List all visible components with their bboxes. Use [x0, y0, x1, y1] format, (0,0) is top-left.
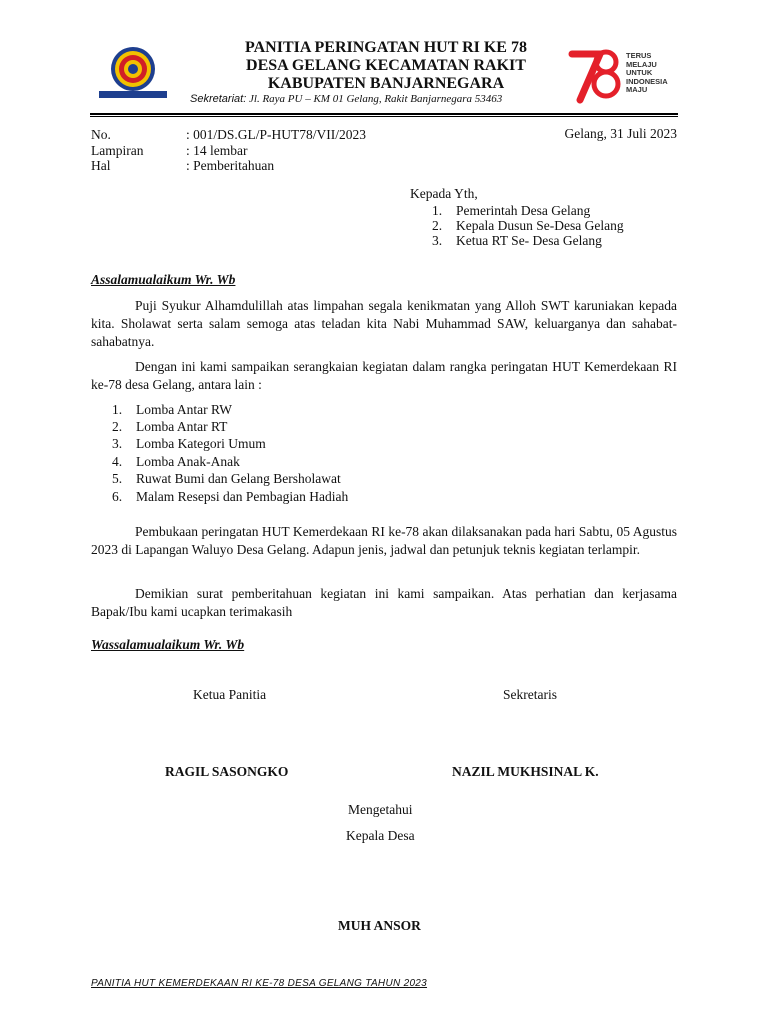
activity-item: Lomba Antar RW: [136, 402, 232, 417]
number-value: : 001/DS.GL/P-HUT78/VII/2023: [186, 127, 366, 142]
letter-date: Gelang, 31 Juli 2023: [564, 126, 677, 141]
tagline-line: MAJU: [626, 85, 648, 94]
recipient-item: Ketua RT Se- Desa Gelang: [456, 233, 602, 248]
recipient-item: Kepala Dusun Se-Desa Gelang: [456, 218, 624, 233]
secretary-name: NAZIL MUKHSINAL K.: [452, 764, 599, 779]
activity-number: 6.: [112, 489, 123, 504]
acknowledge-label: Mengetahui: [348, 802, 413, 817]
header-line-1: PANITIA PERINGATAN HUT RI KE 78: [245, 39, 527, 56]
subject-value: : Pemberitahuan: [186, 158, 275, 173]
activity-item: Ruwat Bumi dan Gelang Bersholawat: [136, 471, 341, 486]
paragraph-activities-intro: Dengan ini kami sampaikan serangkaian kegiatan dalam rangka peringatan HUT Kemerdekaan RI ke-78 desa Gelang, antara lain :: [91, 359, 677, 392]
paragraph-closing: Demikian surat pemberitahuan kegiatan ini kami sampaikan. Atas perhatian dan kerjasama Bapak/Ibu kami ucapkan terimakasih: [91, 586, 677, 619]
activity-number: 2.: [112, 419, 123, 434]
activity-item: Lomba Antar RT: [136, 419, 228, 434]
header-divider-thin: [90, 116, 678, 117]
village-head-title: Kepala Desa: [346, 828, 415, 843]
attachment-value: : 14 lembar: [186, 143, 248, 158]
secretariat-text: Jl. Raya PU – KM 01 Gelang, Rakit Banjarnegara 53463: [246, 93, 503, 105]
recipient-item: Pemerintah Desa Gelang: [456, 203, 591, 218]
activity-item: Lomba Anak-Anak: [136, 454, 240, 469]
number-label: No.: [91, 127, 111, 142]
activity-item: Lomba Kategori Umum: [136, 436, 266, 451]
village-head-name: MUH ANSOR: [338, 918, 421, 933]
subject-label: Hal: [91, 158, 111, 173]
secretariat-address: [190, 93, 502, 105]
header-line-3: KABUPATEN BANJARNEGARA: [267, 75, 505, 92]
chair-name: RAGIL SASONGKO: [165, 764, 289, 779]
activity-number: 4.: [112, 454, 123, 469]
secretary-title: Sekretaris: [503, 687, 557, 702]
header-line-2: DESA GELANG KECAMATAN RAKIT: [246, 57, 526, 74]
recipient-number: 3.: [432, 233, 443, 248]
attachment-label: Lampiran: [91, 143, 144, 158]
activity-number: 3.: [112, 436, 123, 451]
recipients-heading: Kepada Yth,: [410, 186, 478, 201]
page-footer: PANITIA HUT KEMERDEKAAN RI KE-78 DESA GELANG TAHUN 2023: [91, 978, 428, 989]
paragraph-opening: Puji Syukur Alhamdulillah atas limpahan segala kenikmatan yang Alloh SWT karuniakan kepada kita. Sholawat serta salam semoga atas teladan kita Nabi Muhammad SAW, keluarganya dan sahabat-sahabatnya.: [91, 298, 677, 349]
opening-greeting: Assalamualaikum Wr. Wb: [91, 272, 236, 287]
chair-title: Ketua Panitia: [193, 687, 267, 702]
tagline-line: MELAJU: [626, 59, 657, 69]
secretariat-label: Sekretariat:: [190, 93, 247, 105]
activity-item: Malam Resepsi dan Pembagian Hadiah: [136, 489, 349, 504]
tagline-line: INDONESIA: [626, 76, 668, 86]
paragraph-opening-event: Pembukaan peringatan HUT Kemerdekaan RI ke-78 akan dilaksanakan pada hari Sabtu, 05 Agustus 2023 di Lapangan Waluyo Desa Gelang. Adapun jenis, jadwal dan petunjuk teknis kegiatan terlampir.: [91, 524, 677, 557]
recipient-number: 2.: [432, 218, 443, 233]
activity-number: 5.: [112, 471, 123, 486]
hut-logo-tagline: [626, 52, 668, 95]
tagline-line: TERUS: [626, 51, 652, 60]
village-emblem-icon: [93, 45, 173, 101]
activity-number: 1.: [112, 402, 123, 417]
closing-greeting: Wassalamualaikum Wr. Wb: [91, 637, 245, 652]
recipient-number: 1.: [432, 203, 443, 218]
tagline-line: UNTUK: [626, 68, 653, 77]
header-divider: [90, 113, 678, 115]
